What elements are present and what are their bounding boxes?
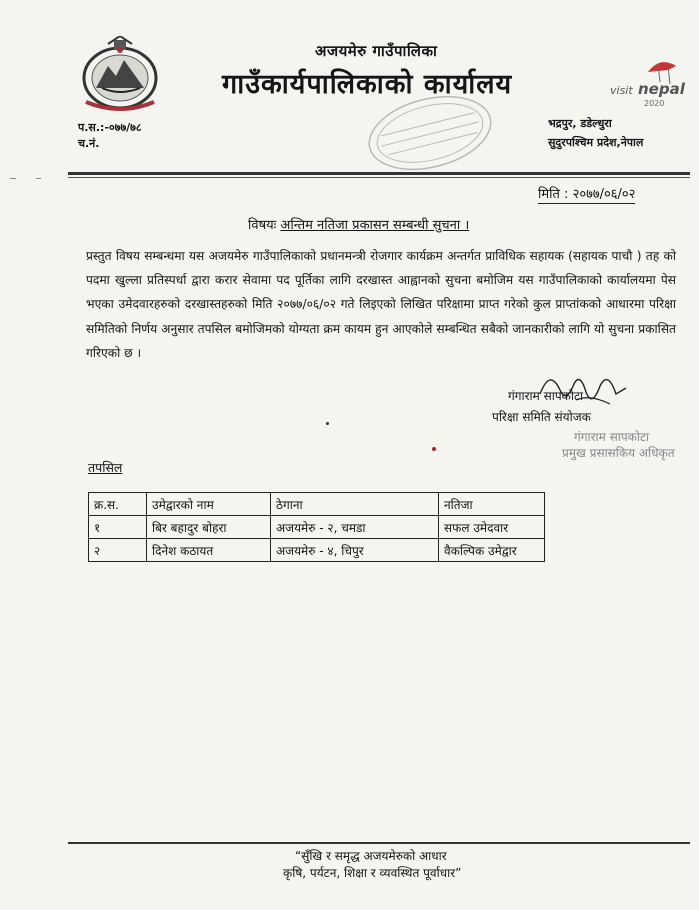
signer-name: गंगाराम सापकोटा — [508, 389, 584, 403]
date-line: मिति : २०७७/०६/०२ — [538, 184, 635, 204]
column-header: ठेगाना — [271, 493, 439, 516]
address-line-1: भद्रपुर, डडेल्धुरा — [548, 117, 612, 130]
notice-body: प्रस्तुत विषय सम्बन्धमा यस अजयमेरु गाउँपालिकाको प्रधानमन्त्री रोजगार कार्यक्रम अन्तर्गत प्राविधिक सहायक (सहायक पाचौ ) तह को पदमा खुल्ला प्रतिस्पर्धा द्वारा करार सेवामा पद पूर्तिका लागि दरखास्त आह्वानको सुचना बमोजिम यस गाउँपालिकाको कार्यालयमा पेस भएका उमेदवारहरुको दरखास्तहरुको मिति २०७७/०६/०२ गते लिइएको लिखित परिक्षामा प्राप्त गरेको कुल प्राप्तांकको आधारमा परिक्षा समितिको निर्णय अनुसार तपसिल बमोजिमको योग्यता क्रम कायम हुन आएकोले सम्बन्धित सबैको जानकारीको लागि यो सुचना प्रकासित गरिएको छ । — [86, 249, 676, 360]
table-cell: बिर बहादुर बोहरा — [147, 516, 271, 539]
table-cell: १ — [89, 516, 147, 539]
footer-divider — [68, 842, 690, 844]
ink-speck — [326, 422, 329, 425]
table-header-row — [89, 493, 545, 516]
table-row — [89, 516, 545, 539]
visit-nepal-logo-icon — [608, 52, 698, 112]
table-cell: दिनेश कठायत — [147, 539, 271, 562]
header-divider-thin — [68, 177, 690, 178]
column-header: क्र.स. — [89, 493, 147, 516]
table-cell: अजयमेरु - २, चमडा — [271, 516, 439, 539]
table-cell: वैकल्पिक उमेद्वार — [439, 539, 545, 562]
edge-mark — [10, 178, 16, 179]
details-label: तपसिल — [88, 460, 123, 475]
office-stamp-icon — [360, 88, 500, 178]
svg-text:nepal: nepal — [638, 80, 685, 98]
result-table — [88, 492, 545, 562]
header-divider — [68, 172, 690, 175]
reference-number: प.स.:-०७७/७८ — [78, 121, 142, 134]
address-line-2: सुदुरपश्चिम प्रदेश,नेपाल — [548, 136, 644, 149]
column-header: नतिजा — [439, 493, 545, 516]
office-name: अजयमेरु गाउँपालिका — [315, 42, 438, 60]
footer-motto-line-2: कृषि, पर्यटन, शिक्षा र व्यवस्थित पूर्वाधार” — [283, 866, 462, 880]
table-row — [89, 539, 545, 562]
stamp-name: गंगाराम सापकोटा — [574, 430, 650, 444]
footer-motto-line-1: “सुँखि र समृद्ध अजयमेरुको आधार — [295, 849, 447, 863]
table-cell: २ — [89, 539, 147, 562]
edge-mark — [36, 178, 41, 179]
ink-speck — [432, 447, 436, 451]
office-title: गाउँकार्यपालिकाको कार्यालय — [222, 69, 513, 100]
table-cell: सफल उमेदवार — [439, 516, 545, 539]
table-cell: अजयमेरु - ४, चिपुर — [271, 539, 439, 562]
nepal-emblem-icon — [78, 36, 162, 112]
svg-text:visit: visit — [610, 84, 633, 97]
column-header: उमेद्वारको नाम — [147, 493, 271, 516]
signer-role: परिक्षा समिति संयोजक — [492, 410, 591, 424]
svg-text:2020: 2020 — [644, 99, 665, 108]
subject-prefix: विषयः — [248, 218, 277, 233]
dispatch-number: च.नं. — [78, 137, 100, 150]
subject-line — [248, 215, 469, 233]
stamp-designation: प्रमुख प्रसासकिय अधिकृत — [562, 446, 675, 460]
subject-text: अन्तिम नतिजा प्रकासन सम्बन्धी सुचना । — [280, 218, 470, 233]
